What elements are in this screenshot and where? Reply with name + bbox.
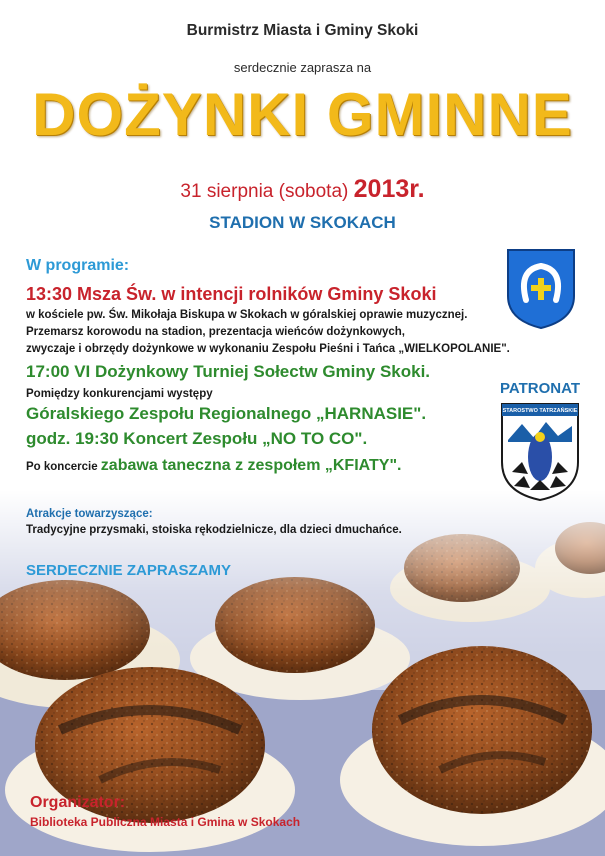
header-line1: Burmistrz Miasta i Gminy Skoki (186, 22, 419, 39)
event-date-text: 31 sierpnia (sobota) (180, 181, 354, 202)
attractions-heading: Atrakcje towarzyszące: (26, 508, 153, 520)
page-title: DOŻYNKI GMINNE (32, 81, 573, 148)
program-line-mass: 13:30 Msza Św. w intencji rolników Gminy Skoki (26, 284, 437, 304)
event-date (0, 175, 605, 204)
event-year: 2013r. (353, 175, 425, 203)
program-line-customs: zwyczaje i obrzędy dożynkowe w wykonaniu Zespołu Pieśni i Tańca „WIELKOPOLANIE". (26, 343, 510, 355)
starostwo-emblem-icon (500, 402, 580, 502)
program-line-church: w kościele pw. Św. Mikołaja Biskupa w Skokach w góralskiej oprawie muzycznej. (26, 309, 468, 321)
program-line-dance-main: zabawa taneczna z zespołem „KFIATY". (100, 457, 402, 474)
program-line-procession: Przemarsz korowodu na stadion, prezentacja wieńców dożynkowych, (26, 326, 405, 338)
skoki-coat-of-arms-icon (506, 248, 576, 330)
program-line-tournament: 17:00 VI Dożynkowy Turniej Sołectw Gminy Skoki. (26, 362, 431, 381)
program-line-dance-prefix: Po koncercie (26, 461, 101, 473)
program-heading: W programie: (26, 257, 130, 274)
program-line-between: Pomiędzy konkurencjami występy (26, 388, 213, 400)
organizer-name: Biblioteka Publiczna Miasta i Gmina w Skokach (30, 815, 301, 829)
event-venue: STADION W SKOKACH (209, 213, 396, 232)
patronat-heading: PATRONAT (500, 380, 580, 397)
welcome-text: SERDECZNIE ZAPRASZAMY (26, 562, 232, 579)
header-line2: serdecznie zaprasza na (233, 60, 372, 75)
organizer-heading: Organizator: (30, 794, 126, 811)
program-line-concert: godz. 19:30 Koncert Zespołu „NO TO CO". (26, 429, 368, 448)
program-line-dance (26, 457, 402, 475)
emblem-text: STAROSTWO TATRZAŃSKIE (502, 408, 578, 414)
attractions-text: Tradycyjne przysmaki, stoiska rękodzielnicze, dla dzieci dmuchańce. (26, 524, 402, 536)
program-line-harnasie: Góralskiego Zespołu Regionalnego „HARNASIE". (26, 404, 427, 423)
